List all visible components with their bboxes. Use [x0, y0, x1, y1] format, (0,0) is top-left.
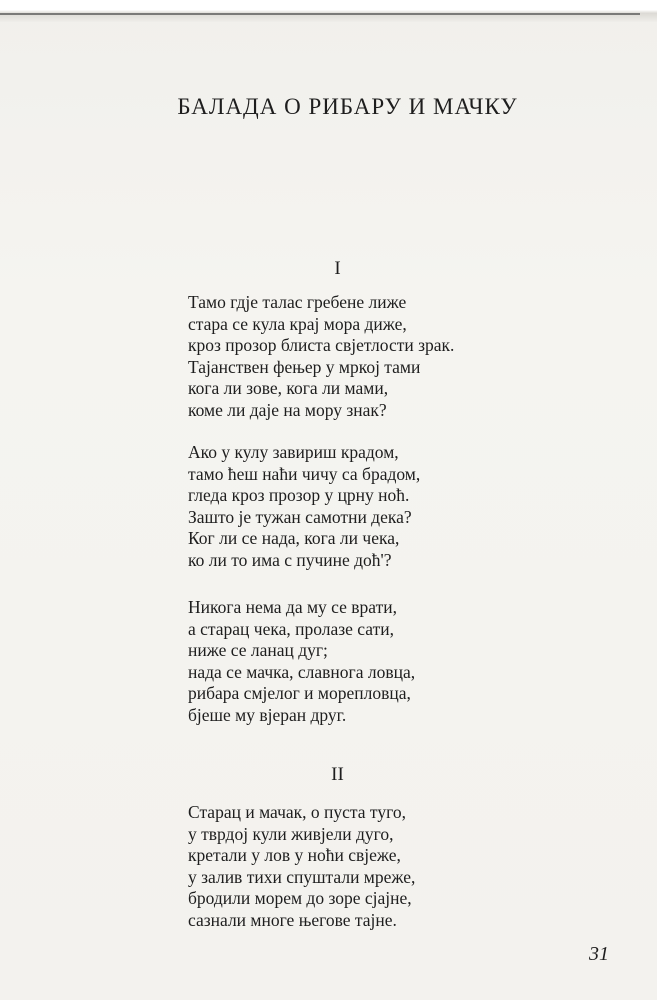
poem-line: Никога нема да му се врати,	[188, 597, 398, 617]
poem-line: гледа кроз прозор у црну ноћ.	[188, 485, 410, 506]
poem-title: БАЛАДА О РИБАРУ И МАЧКУ	[177, 94, 518, 119]
stanza-2	[188, 442, 420, 572]
poem-line: ниже се ланац дуг;	[188, 640, 328, 661]
page-top-edge	[0, 0, 657, 22]
stanza-4	[188, 802, 415, 932]
poem-line: Старац и мачак, о пуста туго,	[188, 802, 406, 822]
poem-line: у тврдој кули живјели дуго,	[188, 823, 394, 844]
poem-line: Зашто је тужан самотни дека?	[188, 506, 412, 527]
poem-line: ко ли то има с пучине доћ'?	[188, 549, 392, 570]
poem-line: бјеше му вјеран друг.	[188, 704, 347, 725]
poem-line: рибара смјелог и морепловца,	[188, 683, 411, 704]
poem-line: Ако у кулу завириш крадом,	[188, 442, 399, 462]
stanza-3	[188, 597, 415, 727]
poem-line: а старац чека, пролазе сати,	[188, 618, 394, 639]
poem-line: тамо ћеш наћи чичу са брадом,	[188, 463, 421, 484]
poem-line: у залив тихи спуштали мреже,	[188, 866, 416, 887]
page-top-rule	[0, 13, 640, 15]
poem-line: бродили морем до зоре сјајне,	[188, 888, 412, 909]
poem-line: сазнали многе његове тајне.	[188, 909, 397, 930]
section-number-2: II	[331, 764, 344, 785]
page-number: 31	[589, 943, 609, 965]
poem-line: кретали у лов у ноћи свјеже,	[188, 845, 401, 866]
poem-line: Тамо гдје талас гребене лиже	[188, 292, 407, 312]
poem-line: Ког ли се нада, кога ли чека,	[188, 528, 400, 549]
poem-line: Тајанствен фењер у мркој тами	[188, 356, 421, 377]
poem-line: кроз прозор блиста свјетлости зрак.	[188, 335, 455, 356]
poem-line: стара се кула крај мора диже,	[188, 313, 407, 334]
stanza-1	[188, 292, 454, 422]
poem-line: кога ли зове, кога ли мами,	[188, 378, 389, 399]
poem-line: коме ли даје на мору знак?	[188, 399, 387, 420]
section-number-1: I	[334, 258, 341, 279]
poem-line: нада се мачка, славнога ловца,	[188, 661, 416, 682]
